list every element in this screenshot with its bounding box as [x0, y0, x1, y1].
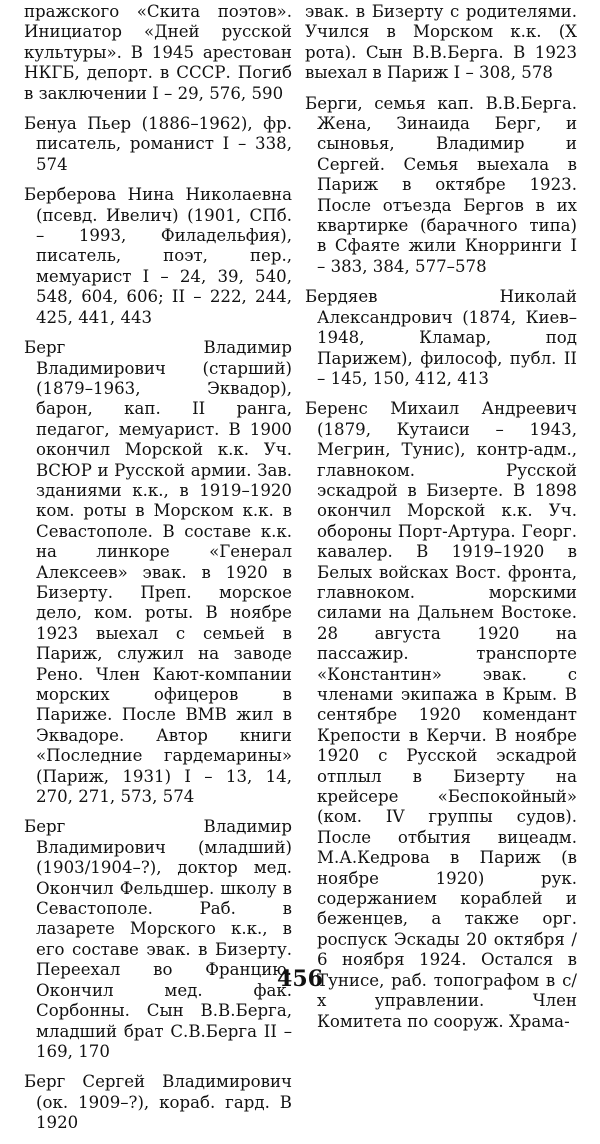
- index-entry: эвак. в Бизерту с родителями. Учился в Морском к.к. (X рота). Сын В.В.Берга. В 1923 выехал в Париж I – 308, 578: [305, 2, 577, 83]
- right-column: [305, 2, 577, 1042]
- index-entry: пражского «Скита поэтов». Инициатор «Дней русской культуры». В 1945 арестован НКГБ, депорт. в СССР. Погиб в заключении I – 29, 576, 590: [24, 2, 292, 103]
- index-entry: Берберова Нина Николаевна (псевд. Ивелич) (1901, СПб. – 1993, Филадельфия), писатель, поэт, пер., мемуарист I – 24, 39, 540, 548, 604, 606; II – 222, 244, 425, 441, 443: [24, 185, 292, 327]
- page-number: 456: [277, 966, 323, 992]
- index-entry: Бердяев Николай Александрович (1874, Киев–1948, Кламар, под Парижем), философ, публ. II – 145, 150, 412, 413: [305, 287, 577, 388]
- index-entry: Беренс Михаил Андреевич (1879, Кутаиси – 1943, Мегрин, Тунис), контр-адм., главноком. Русской эскадрой в Бизерте. В 1898 окончил Морской к.к. Уч. обороны Порт-Артура. Георг. кавалер. В 1919–1920 в Белых войсках Вост. фронта, главноком. морскими силами на Дальнем Востоке. 28 августа 1920 на пассажир. транспорте «Константин» эвак. с членами экипажа в Крым. В сентябре 1920 комендант Крепости в Керчи. В ноябре 1920 с Русской эскадрой отплыл в Бизерту на крейсере «Беспокойный» (ком. IV группы судов). После отбытия вицеадм. М.А.Кедрова в Париж (в ноябре 1920) рук. содержанием кораблей и беженцев, а также орг. роспуск Эскады 20 октября / 6 ноября 1924. Остался в Тунисе, раб. топографом в с/х управлении. Член Комитета по сооруж. Храма-: [305, 399, 577, 1031]
- index-entry: Берги, семья кап. В.В.Берга. Жена, Зинаида Берг, и сыновья, Владимир и Сергей. Семья выехала в Париж в октябре 1923. После отъезда Бергов в их квартирке (барачного типа) в Сфаяте жили Кнорринги I – 383, 384, 577–578: [305, 93, 577, 276]
- index-entry: Берг Владимир Владимирович (младший) (1903/1904–?), доктор мед. Окончил Фельдшер. школу в Севастополе. Раб. в лазарете Морского к.к., в его составе эвак. в Бизерту. Переехал во Францию. Окончил мед. фак. Сорбонны. Сын В.В.Берга, младший брат С.В.Берга II – 169, 170: [24, 817, 292, 1061]
- index-entry: Берг Сергей Владимирович (ок. 1909–?), кораб. гард. В 1920: [24, 1072, 292, 1133]
- index-entry: Берг Владимир Владимирович (старший) (1879–1963, Эквадор), барон, кап. II ранга, педагог, мемуарист. В 1900 окончил Морской к.к. Уч. ВСЮР и Русской армии. Зав. зданиями к.к., в 1919–1920 ком. роты в Морском к.к. в Севастополе. В составе к.к. на линкоре «Генерал Алексеев» эвак. в 1920 в Бизерту. Преп. морское дело, ком. роты. В ноябре 1923 выехал с семьей в Париж, служил на заводе Рено. Член Кают-компании морских офицеров в Париже. После ВМВ жил в Эквадоре. Автор книги «Последние гардемарины» (Париж, 1931) I – 13, 14, 270, 271, 573, 574: [24, 338, 292, 807]
- index-entry: Бенуа Пьер (1886–1962), фр. писатель, романист I – 338, 574: [24, 114, 292, 174]
